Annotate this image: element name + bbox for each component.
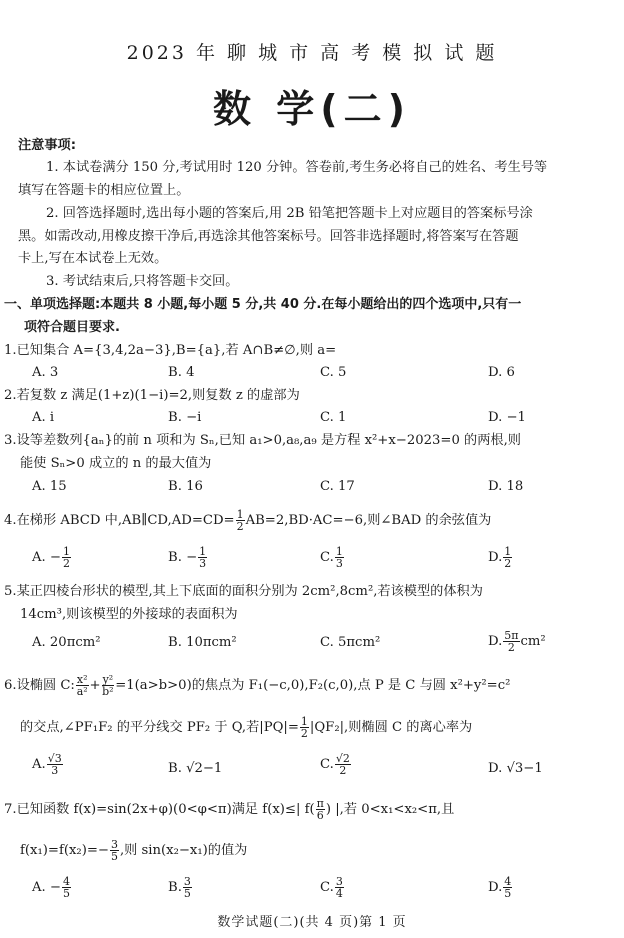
q7-a-den: 5 xyxy=(62,887,70,900)
q6-a-num: √3 xyxy=(47,752,62,765)
notice-line-3: 2. 回答选择题时,选出每小题的答案后,用 2B 铅笔把答题卡上对应题目的答案标号涂 xyxy=(46,206,533,221)
q5-stem-line-1: 5.某正四棱台形状的模型,其上下底面的面积分别为 2cm²,8cm²,若该模型的体积为 xyxy=(4,584,483,599)
q7-stem1-pre: 7.已知函数 f(x)=sin(2x+φ)(0<φ<π)满足 f(x)≤ xyxy=(4,802,296,817)
q5-option-d xyxy=(488,630,546,653)
q1-option-d: D. 6 xyxy=(488,365,515,380)
q5-stem-line-2: 14cm³,则该模型的外接球的表面积为 xyxy=(20,607,238,622)
q4-a-den: 2 xyxy=(62,557,70,570)
q6-a-frac xyxy=(47,753,63,776)
q7-abs-post: ) | xyxy=(325,802,340,817)
q7-c-frac xyxy=(335,876,344,899)
q7-pi-frac xyxy=(316,798,325,821)
q4-d-den: 2 xyxy=(504,557,512,570)
exam-title: 2023 年 聊 城 市 高 考 模 拟 试 题 xyxy=(126,42,498,64)
q4-c-frac xyxy=(335,546,344,569)
q4-c-pre: C. xyxy=(320,550,334,565)
q6-a-pre: A. xyxy=(32,757,46,772)
q5-d-frac xyxy=(503,630,519,653)
q3-option-d: D. 18 xyxy=(488,479,524,494)
q6-half-num: 1 xyxy=(300,715,308,728)
q5-d-num: 5π xyxy=(504,629,519,642)
q6-c-pre: C. xyxy=(320,757,334,772)
q6-stem-line-1 xyxy=(4,674,510,697)
q7-option-a xyxy=(32,876,72,899)
q7-n-num: 3 xyxy=(110,838,118,851)
q4-half-num: 1 xyxy=(236,508,244,521)
q6-half-frac xyxy=(300,716,309,739)
page-footer: 数学试题(二)(共 4 页)第 1 页 xyxy=(217,915,407,930)
q6-x-frac xyxy=(76,674,89,697)
q4-half-fraction xyxy=(236,509,245,532)
q7-c-pre: C. xyxy=(320,880,334,895)
q7-b-frac xyxy=(183,876,192,899)
subject-title: 数 学(二) xyxy=(213,87,411,131)
notice-line-4: 黑。如需改动,用橡皮擦干净后,再选涂其他答案标号。回答非选择题时,将答案写在答题 xyxy=(18,229,519,244)
q6-x-den: a² xyxy=(76,685,88,698)
q7-option-d xyxy=(488,876,513,899)
q4-option-d xyxy=(488,546,513,569)
q7-d-pre: D. xyxy=(488,880,503,895)
q7-a-pre: A. − xyxy=(32,880,61,895)
q6-y-frac xyxy=(102,674,115,697)
q6-stem1-post: =1(a>b>0)的焦点为 F₁(−c,0),F₂(c,0),点 P 是 C 与圆 x²+y²=c² xyxy=(115,678,511,693)
q7-c-den: 4 xyxy=(335,887,343,900)
q7-abs-pre: | f( xyxy=(295,802,315,817)
q6-half-den: 2 xyxy=(300,727,308,740)
q4-option-b xyxy=(168,546,208,569)
q4-b-frac xyxy=(198,546,207,569)
q7-stem-line-2 xyxy=(20,839,247,862)
q7-a-frac xyxy=(62,876,71,899)
q7-pi-num: π xyxy=(316,797,324,810)
q4-stem-pre: 4.在梯形 ABCD 中,AB∥CD,AD=CD= xyxy=(4,513,235,528)
q1-option-c: C. 5 xyxy=(320,365,347,380)
q4-a-num: 1 xyxy=(62,545,70,558)
q7-option-c xyxy=(320,876,345,899)
q3-option-b: B. 16 xyxy=(168,479,203,494)
q7-d-frac xyxy=(503,876,512,899)
q5-d-pre: D. xyxy=(488,634,503,649)
section-heading-line-1: 一、单项选择题:本题共 8 小题,每小题 5 分,共 40 分.在每小题给出的四个选项中,只有一 xyxy=(4,297,522,312)
q7-b-pre: B. xyxy=(168,880,182,895)
q5-d-den: 2 xyxy=(507,641,515,654)
q5-option-c: C. 5πcm² xyxy=(320,635,381,650)
q7-stem1-post: ,若 0<x₁<x₂<π,且 xyxy=(339,802,455,817)
q1-option-b: B. 4 xyxy=(168,365,195,380)
q4-option-c xyxy=(320,546,345,569)
q4-b-den: 3 xyxy=(199,557,207,570)
q4-b-pre: B. − xyxy=(168,550,198,565)
notice-line-1: 1. 本试卷满分 150 分,考试用时 120 分钟。答卷前,考生务必将自己的姓名、考生号等 xyxy=(46,160,548,175)
q7-option-b xyxy=(168,876,193,899)
q6-c-den: 2 xyxy=(339,764,347,777)
q7-b-den: 5 xyxy=(183,887,191,900)
q4-a-frac xyxy=(62,546,71,569)
q5-option-b: B. 10πcm² xyxy=(168,635,237,650)
q4-stem xyxy=(4,509,491,532)
q6-option-b: B. √2−1 xyxy=(168,761,223,776)
q7-n-frac xyxy=(110,839,119,862)
section-heading-line-2: 项符合题目要求. xyxy=(24,320,120,335)
q7-b-num: 3 xyxy=(183,875,191,888)
q7-stem-line-1 xyxy=(4,798,454,821)
q5-d-post: cm² xyxy=(520,634,546,649)
q7-d-num: 4 xyxy=(504,875,512,888)
q3-option-c: C. 17 xyxy=(320,479,355,494)
q6-stem1-pre: 6.设椭圆 C: xyxy=(4,678,75,693)
q6-option-d: D. √3−1 xyxy=(488,761,543,776)
q6-plus: + xyxy=(89,678,101,693)
q4-stem-post: AB=2,BD·AC=−6,则∠BAD 的余弦值为 xyxy=(245,513,492,528)
q6-y-num: y² xyxy=(102,673,114,686)
notice-line-6: 3. 考试结束后,只将答题卡交回。 xyxy=(46,274,239,289)
q6-stem-line-2 xyxy=(20,716,472,739)
q6-stem2-pre: 的交点,∠PF₁F₂ 的平分线交 PF₂ 于 Q,若|PQ|= xyxy=(20,720,299,735)
q6-c-frac xyxy=(335,753,351,776)
q2-stem: 2.若复数 z 满足(1+z)(1−i)=2,则复数 z 的虚部为 xyxy=(4,388,300,403)
q3-stem-line-1: 3.设等差数列{aₙ}的前 n 项和为 Sₙ,已知 a₁>0,a₈,a₉ 是方程 x²+x−2023=0 的两根,则 xyxy=(4,433,521,448)
q3-stem-line-2: 能使 Sₙ>0 成立的 n 的最大值为 xyxy=(20,456,212,471)
q4-c-den: 3 xyxy=(335,557,343,570)
q4-d-pre: D. xyxy=(488,550,503,565)
q4-a-pre: A. − xyxy=(32,550,61,565)
q4-d-frac xyxy=(503,546,512,569)
q6-stem2-post: |QF₂|,则椭圆 C 的离心率为 xyxy=(309,720,473,735)
q6-a-den: 3 xyxy=(51,764,59,777)
q2-option-c: C. 1 xyxy=(320,410,347,425)
q6-x-num: x² xyxy=(76,673,88,686)
q6-option-a xyxy=(32,753,64,776)
q4-d-num: 1 xyxy=(504,545,512,558)
q4-c-num: 1 xyxy=(335,545,343,558)
notice-line-2: 填写在答题卡的相应位置上。 xyxy=(18,183,190,198)
q7-c-num: 3 xyxy=(335,875,343,888)
q2-option-a: A. i xyxy=(32,410,55,425)
q6-y-den: b² xyxy=(102,685,114,698)
q7-stem2-post: ,则 sin(x₂−x₁)的值为 xyxy=(119,843,248,858)
q7-n-den: 5 xyxy=(110,850,118,863)
q2-option-b: B. −i xyxy=(168,410,202,425)
q7-d-den: 5 xyxy=(504,887,512,900)
q4-b-num: 1 xyxy=(199,545,207,558)
q4-option-a xyxy=(32,546,72,569)
q7-a-num: 4 xyxy=(62,875,70,888)
q7-stem2-pre: f(x₁)=f(x₂)=− xyxy=(20,843,109,858)
q5-option-a: A. 20πcm² xyxy=(32,635,101,650)
q7-pi-den: 6 xyxy=(316,809,324,822)
q1-stem: 1.已知集合 A={3,4,2a−3},B={a},若 A∩B≠∅,则 a= xyxy=(4,343,337,358)
q1-option-a: A. 3 xyxy=(32,365,59,380)
q2-option-d: D. −1 xyxy=(488,410,526,425)
q6-c-num: √2 xyxy=(335,752,350,765)
notice-line-5: 卡上,写在本试卷上无效。 xyxy=(18,251,168,266)
notice-heading: 注意事项: xyxy=(18,138,77,153)
q6-option-c xyxy=(320,753,352,776)
q4-half-den: 2 xyxy=(236,520,244,533)
q3-option-a: A. 15 xyxy=(32,479,67,494)
